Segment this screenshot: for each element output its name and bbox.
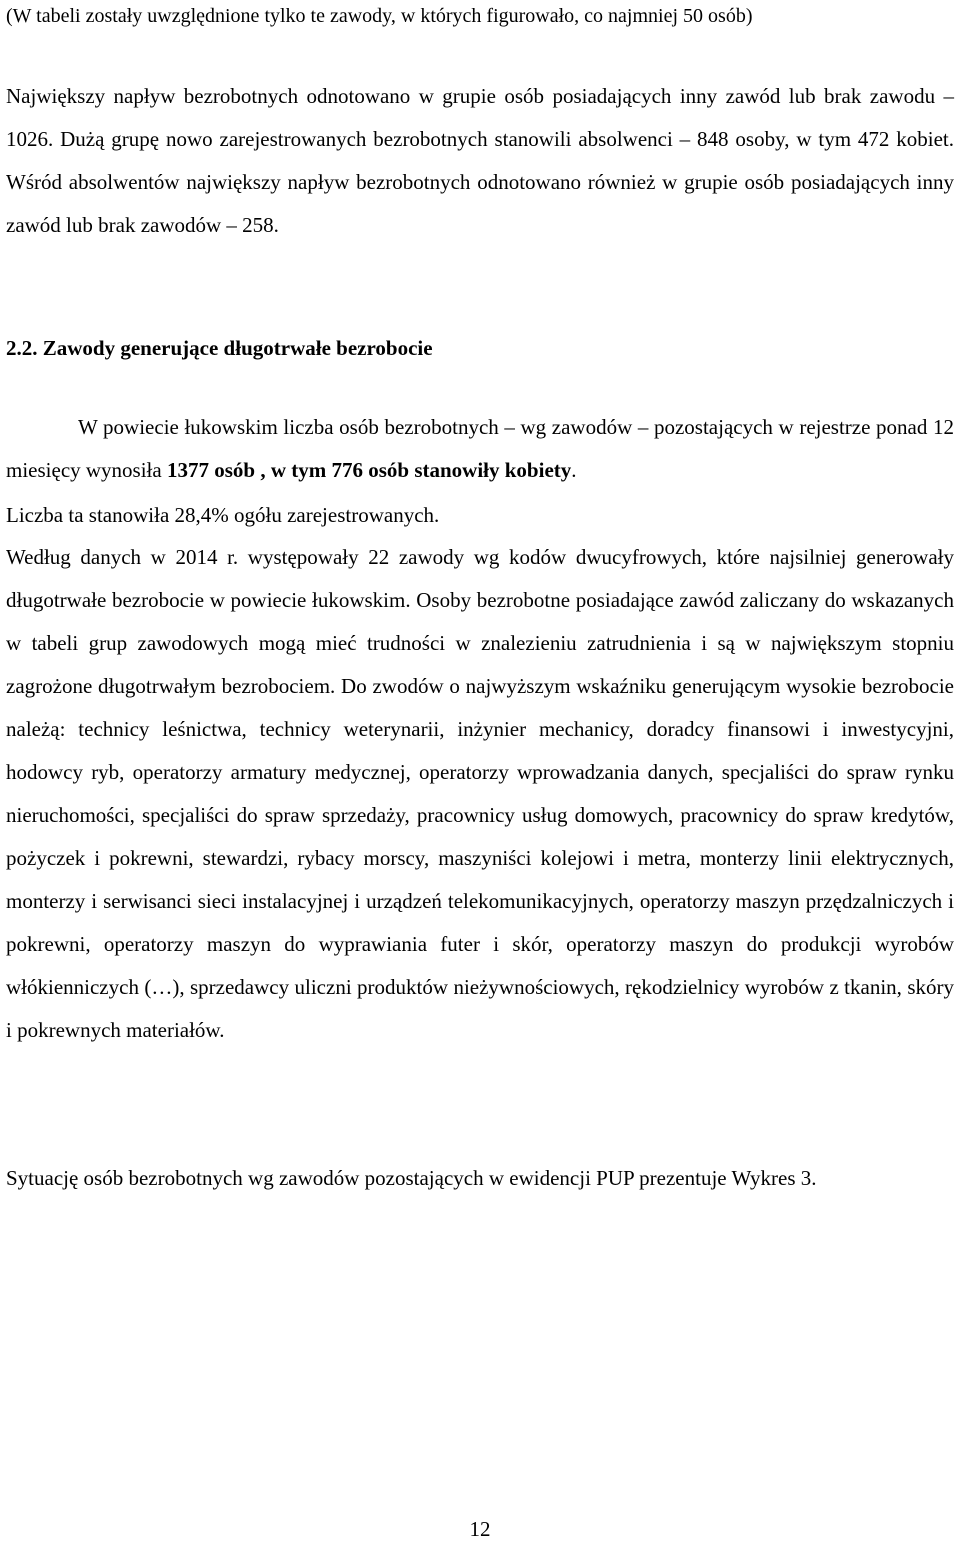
paragraph-share: Liczba ta stanowiła 28,4% ogółu zarejestrowanych. <box>6 503 440 527</box>
paragraph-chart-reference: Sytuację osób bezrobotnych wg zawodów pozostających w ewidencji PUP prezentuje Wykres 3. <box>6 1166 817 1190</box>
section-heading: 2.2. Zawody generujące długotrwałe bezrobocie <box>6 336 433 360</box>
paragraph-inflow-summary: Największy napływ bezrobotnych odnotowano w grupie osób posiadających inny zawód lub brak zawodu – 1026. Dużą grupę nowo zarejestrowanych bezrobotnych stanowili absolwenci – 848 osoby, w tym 472 kobiet. Wśród absolwentów największy napływ bezrobotnych odnotowano również w grupie osób posiadających inny zawód lub brak zawodów – 258. <box>6 84 954 237</box>
paragraph-long-term-count-end: . <box>571 458 577 482</box>
long-term-count-highlight: 1377 osób , w tym 776 osób stanowiły kobiety <box>166 458 572 482</box>
page-number: 12 <box>469 1517 491 1541</box>
paragraph-long-term-count <box>6 406 954 492</box>
paragraph-occupations-list: Według danych w 2014 r. występowały 22 zawody wg kodów dwucyfrowych, które najsilniej generowały długotrwałe bezrobocie w powiecie łukowskim. Osoby bezrobotne posiadające zawód zaliczany do wskazanych w tabeli grup zawodowych mogą mieć trudności w znalezieniu zatrudnienia i są w największym stopniu zagrożone długotrwałym bezrobociem. Do zwodów o najwyższym wskaźniku generującym wysokie bezrobocie należą: technicy leśnictwa, technicy weterynarii, inżynier mechanicy, doradcy finansowi i inwestycyjni, hodowcy ryb, operatorzy armatury medycznej, operatorzy wprowadzania danych, specjaliści do spraw rynku nieruchomości, specjaliści do spraw sprzedaży, pracownicy usług domowych, pracownicy do spraw kredytów, pożyczek i pokrewni, stewardzi, rybacy morscy, maszyniści kolejowi i metra, monterzy linii elektrycznych, monterzy i serwisanci sieci instalacyjnej i urządzeń telekomunikacyjnych, operatorzy maszyn przędzalniczych i pokrewni, operatorzy maszyn do wyprawiania futer i skór, operatorzy maszyn do produkcji wyrobów włókienniczych (…), sprzedawcy uliczni produktów nieżywnościowych, rękodzielnicy wyrobów z tkanin, skóry i pokrewnych materiałów. <box>6 545 954 1042</box>
paragraph-long-term-count-text: W powiecie łukowskim liczba osób bezrobotnych – wg zawodów – pozostających w rejestrze ponad 12 miesięcy wynosiła <box>6 415 954 482</box>
table-note: (W tabeli zostały uwzględnione tylko te zawody, w których figurowało, co najmniej 50 osób) <box>6 5 753 27</box>
